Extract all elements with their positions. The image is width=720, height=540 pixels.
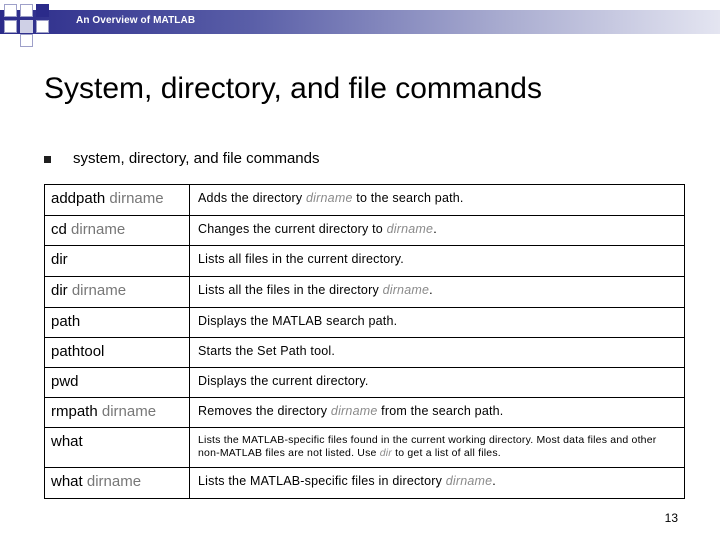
description-cell — [190, 277, 685, 308]
description-argument: dirname — [382, 283, 430, 297]
description-text: . — [433, 222, 437, 236]
description-cell — [190, 308, 685, 338]
command-cell — [45, 468, 190, 499]
table-row — [45, 246, 685, 277]
command-argument: dirname — [86, 473, 142, 490]
command-cell — [45, 216, 190, 246]
description-text: to the search path. — [352, 191, 464, 205]
description-cell — [190, 468, 685, 499]
command-cell — [45, 398, 190, 428]
command-argument: dirname — [71, 221, 126, 238]
command-argument: dirname — [101, 403, 157, 420]
description-cell — [190, 428, 685, 468]
description-text: Lists the MATLAB-specific files found in the current working directory. Most data files and other non-MATLAB files are not listed. Use — [198, 434, 657, 459]
command-argument: dirname — [71, 282, 127, 299]
description-cell — [190, 216, 685, 246]
command-name: cd — [51, 221, 67, 238]
command-name: dir — [51, 251, 68, 268]
description-text: Lists all files in the current directory. — [198, 252, 404, 266]
description-argument: dirname — [330, 404, 378, 418]
description-argument: dirname — [386, 222, 434, 236]
description-text: Removes the directory — [198, 404, 331, 418]
description-text: Changes the current directory to — [198, 222, 387, 236]
commands-table — [44, 184, 685, 499]
description-cell — [190, 398, 685, 428]
command-argument: dirname — [109, 190, 164, 207]
command-cell — [45, 308, 190, 338]
description-text: Lists all the files in the directory — [198, 283, 383, 297]
command-name: pwd — [51, 373, 79, 390]
table-row — [45, 216, 685, 246]
description-text: Displays the current directory. — [198, 374, 369, 388]
command-name: what — [51, 433, 83, 450]
command-cell — [45, 277, 190, 308]
command-cell — [45, 246, 190, 277]
table-row — [45, 338, 685, 368]
description-text: to get a list of all files. — [391, 447, 501, 459]
description-text: Lists the MATLAB-specific files in directory — [198, 474, 446, 488]
bullet-square-icon — [44, 156, 51, 163]
bullet-item — [44, 150, 319, 167]
table-row — [45, 308, 685, 338]
table-row — [45, 368, 685, 398]
description-text: . — [492, 474, 496, 488]
command-name: pathtool — [51, 343, 105, 360]
table-row — [45, 185, 685, 216]
command-name: path — [51, 313, 81, 330]
command-name: dir — [51, 282, 68, 299]
description-text: Adds the directory — [198, 191, 307, 205]
table-row — [45, 428, 685, 468]
header-title: An Overview of MATLAB — [76, 15, 196, 26]
table-row — [45, 468, 685, 499]
description-cell — [190, 185, 685, 216]
description-text: . — [429, 283, 433, 297]
decorative-squares — [0, 0, 72, 48]
page-title: System, directory, and file commands — [44, 72, 542, 105]
command-cell — [45, 368, 190, 398]
bullet-text: system, directory, and file commands — [73, 150, 320, 167]
description-text: from the search path. — [377, 404, 504, 418]
description-cell — [190, 246, 685, 277]
command-name: rmpath — [51, 403, 98, 420]
command-cell — [45, 428, 190, 468]
command-name: what — [51, 473, 83, 490]
page-number: 13 — [664, 511, 678, 525]
table-row — [45, 398, 685, 428]
description-argument: dirname — [306, 191, 353, 205]
description-text: Starts the Set Path tool. — [198, 344, 336, 358]
description-argument: dirname — [445, 474, 493, 488]
command-cell — [45, 338, 190, 368]
command-name: addpath — [51, 190, 106, 207]
description-cell — [190, 338, 685, 368]
description-argument: dir — [379, 447, 392, 459]
description-cell — [190, 368, 685, 398]
table-row — [45, 277, 685, 308]
command-cell — [45, 185, 190, 216]
description-text: Displays the MATLAB search path. — [198, 314, 398, 328]
